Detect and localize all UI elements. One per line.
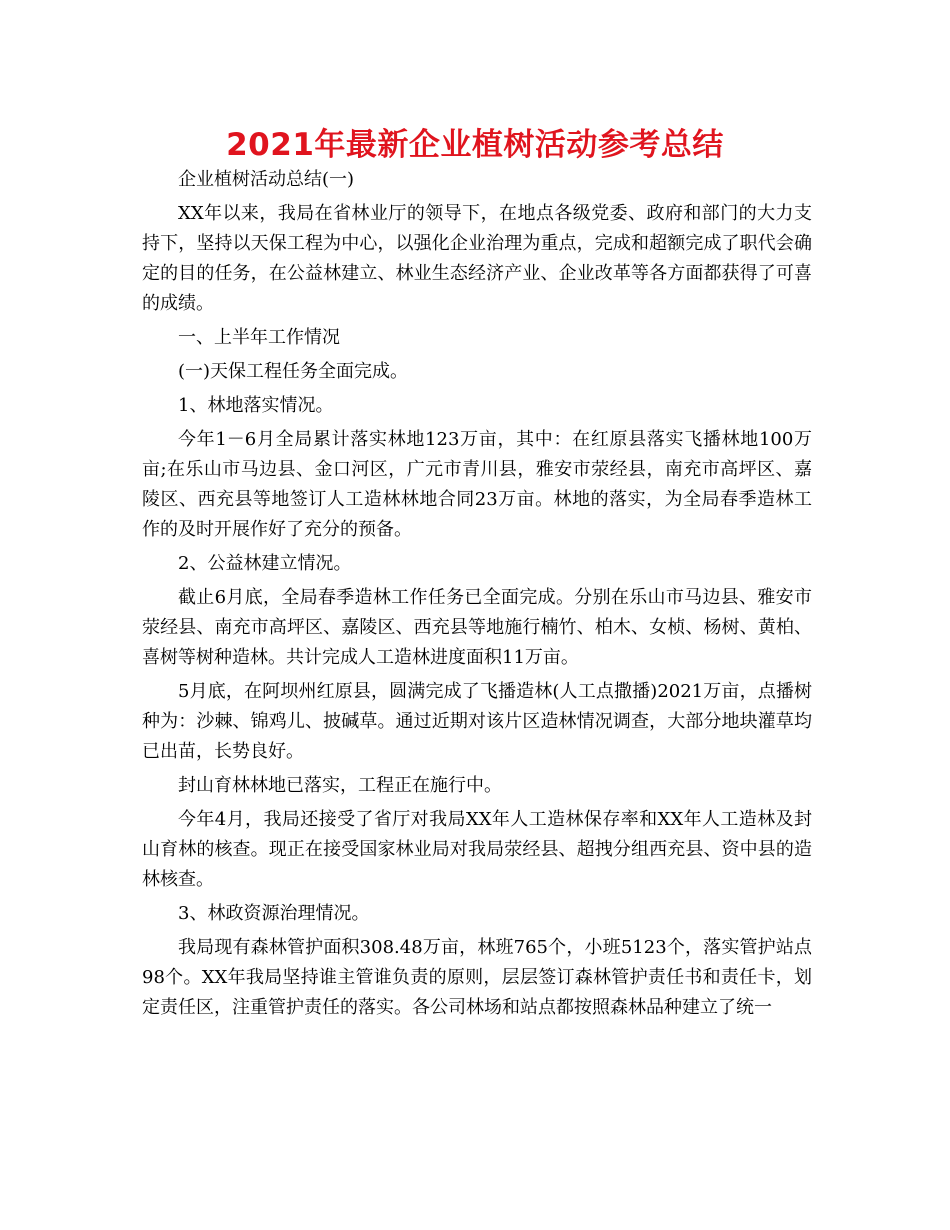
document-title: 2021年最新企业植树活动参考总结 [226,127,724,163]
paragraph-forest-management: 我局现有森林管护面积308.48万亩，林班765个，小班5123个，落实管护站点98个。XX年我局坚持谁主管谁负责的原则，层层签订森林管护责任书和责任卡，划定责任区，注重管护责任的落实。各公司林场和站点都按照森林品种建立了统一 [142,937,812,1018]
paragraph-spring-afforestation: 截止6月底，全局春季造林工作任务已全面完成。分别在乐山市马边县、雅安市荥经县、南充市高坪区、嘉陵区、西充县等地施行楠竹、柏木、女桢、杨树、黄柏、喜树等树种造林。共计完成人工造林进度面积11万亩。 [142,587,812,668]
paragraph-mountain-closure: 封山育林林地已落实，工程正在施行中。 [178,775,502,796]
paragraph-intro: XX年以来，我局在省林业厅的领导下，在地点各级党委、政府和部门的大力支持下，坚持以天保工程为中心，以强化企业治理为重点，完成和超额完成了职代会确定的目的任务，在公益林建立、林业生态经济产业、企业改革等各方面都获得了可喜的成绩。 [142,203,812,314]
document-body [142,165,812,1023]
paragraph-heading-tianbao: (一)天保工程任务全面完成。 [178,361,409,382]
paragraph-heading-forest-land: 1、林地落实情况。 [178,395,334,416]
paragraph-heading-public-forest: 2、公益林建立情况。 [178,553,352,574]
paragraph-heading-forest-management: 3、林政资源治理情况。 [178,903,370,924]
paragraph-forest-land: 今年1－6月全局累计落实林地123万亩，其中：在红原县落实飞播林地100万亩;在乐山市马边县、金口河区，广元市青川县，雅安市荥经县，南充市高坪区、嘉陵区、西充县等地签订人工造林林地合同23万亩。林地的落实，为全局春季造林工作的及时开展作好了充分的预备。 [142,429,812,540]
paragraph-heading-first-half: 一、上半年工作情况 [178,327,340,348]
paragraph-aerial-seeding: 5月底，在阿坝州红原县，圆满完成了飞播造林(人工点撒播)2021万亩，点播树种为：沙棘、锦鸡儿、披碱草。通过近期对该片区造林情况调查，大部分地块灌草均已出苗，长势良好。 [142,681,812,762]
paragraph-section-heading: 企业植树活动总结(一) [178,169,355,190]
paragraph-inspection: 今年4月，我局还接受了省厅对我局XX年人工造林保存率和XX年人工造林及封山育林的核查。现正在接受国家林业局对我局荥经县、超拽分组西充县、资中县的造林核查。 [142,809,812,890]
